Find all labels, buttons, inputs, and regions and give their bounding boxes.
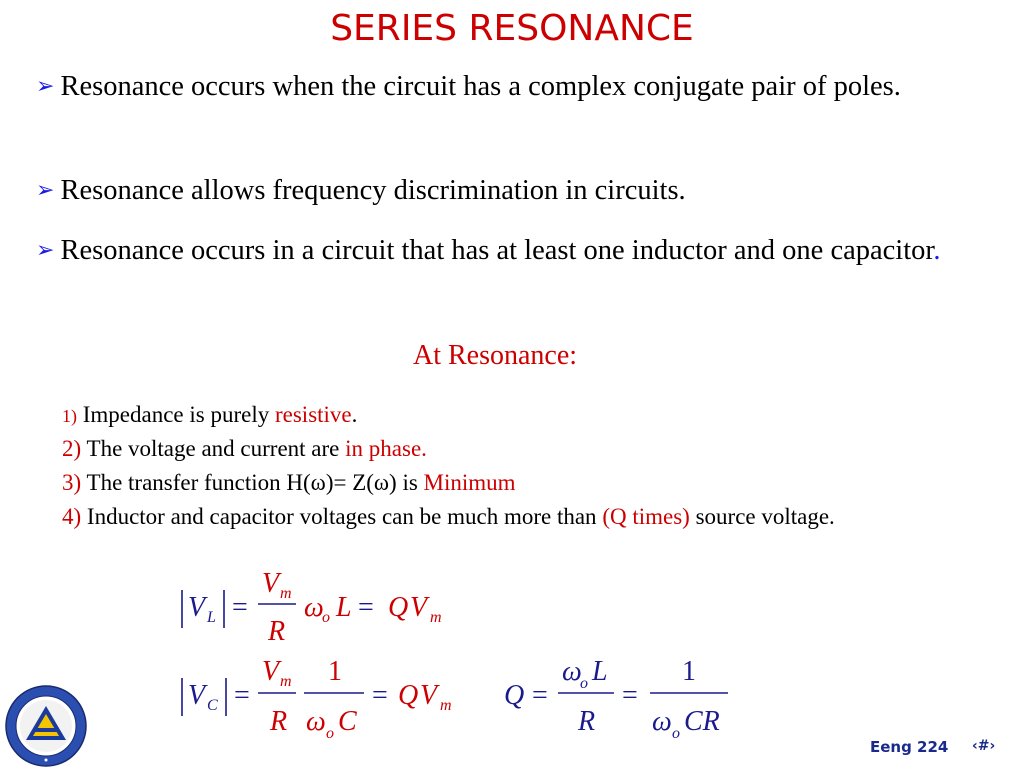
arrow-bullet-icon: ➢ xyxy=(36,238,55,263)
omega-sub: o xyxy=(326,725,334,742)
equals: = xyxy=(372,680,388,711)
r-den: R xyxy=(268,616,286,647)
item-text-end: . xyxy=(351,402,358,427)
omega: ω xyxy=(652,706,672,737)
item-highlight: resistive xyxy=(274,402,352,427)
vm-num-sub: m xyxy=(280,673,292,690)
r-den: R xyxy=(578,706,596,737)
r-den: R xyxy=(270,706,288,737)
item-number: 4) xyxy=(62,504,82,529)
q-lhs: Q xyxy=(504,680,525,711)
equals: = xyxy=(234,680,250,711)
omega: ω xyxy=(562,656,582,687)
arrow-bullet-icon: ➢ xyxy=(36,74,55,99)
l-var: L xyxy=(592,656,608,687)
bullet-3-period: . xyxy=(933,235,941,266)
v-sub: m xyxy=(430,609,442,626)
cr-var: CR xyxy=(684,706,720,737)
item-text: Inductor and capacitor voltages can be much more than xyxy=(86,504,603,529)
slide-title: SERIES RESONANCE xyxy=(330,8,694,49)
omega-sub: o xyxy=(672,725,680,742)
arrow-bullet-icon: ➢ xyxy=(36,178,55,203)
vl-sub: L xyxy=(207,609,216,626)
vc-sub: C xyxy=(207,697,218,714)
omega-sub: o xyxy=(322,609,330,626)
page-number: ‹#› xyxy=(972,738,996,754)
l-var: L xyxy=(336,592,352,623)
item-text: The transfer function H(ω)= Z(ω) is xyxy=(86,470,424,495)
equals: = xyxy=(232,592,248,623)
at-resonance-heading: At Resonance: xyxy=(412,340,578,371)
bullet-3-text: Resonance occurs in a circuit that has at least one inductor and one capacitor xyxy=(60,235,934,266)
v-var: V xyxy=(420,680,438,711)
item-text-end: source voltage. xyxy=(689,504,835,529)
v-sub: m xyxy=(440,697,452,714)
q-var: Q xyxy=(388,592,409,623)
omega: ω xyxy=(306,706,326,737)
item-number: 1) xyxy=(62,406,77,426)
vl-var: V xyxy=(188,592,206,623)
omega: ω xyxy=(304,592,324,623)
v-var: V xyxy=(410,592,428,623)
vm-num: V xyxy=(262,568,280,599)
item-highlight: in phase. xyxy=(345,436,427,461)
item-number: 3) xyxy=(62,470,82,495)
bullet-2-text: Resonance allows frequency discrimination in circuits. xyxy=(60,175,686,206)
equals: = xyxy=(622,680,638,711)
vm-num: V xyxy=(262,656,280,687)
course-label: Eeng 224 xyxy=(870,738,949,756)
vm-num-sub: m xyxy=(280,585,292,602)
item-text: The voltage and current are xyxy=(86,436,346,461)
bullet-1-text: Resonance occurs when the circuit has a complex conjugate pair of poles. xyxy=(60,71,901,102)
one-num: 1 xyxy=(682,656,696,687)
item-text: Impedance is purely xyxy=(82,402,275,427)
item-highlight: Minimum xyxy=(423,470,516,495)
university-logo xyxy=(4,684,88,768)
item-number: 2) xyxy=(62,436,82,461)
vc-var: V xyxy=(188,680,206,711)
item-highlight: (Q times) xyxy=(602,504,690,529)
q-var: Q xyxy=(398,680,419,711)
c-var: C xyxy=(338,706,357,737)
equals: = xyxy=(358,592,374,623)
one-num: 1 xyxy=(328,656,342,687)
omega-sub: o xyxy=(580,675,588,692)
equals: = xyxy=(532,680,548,711)
